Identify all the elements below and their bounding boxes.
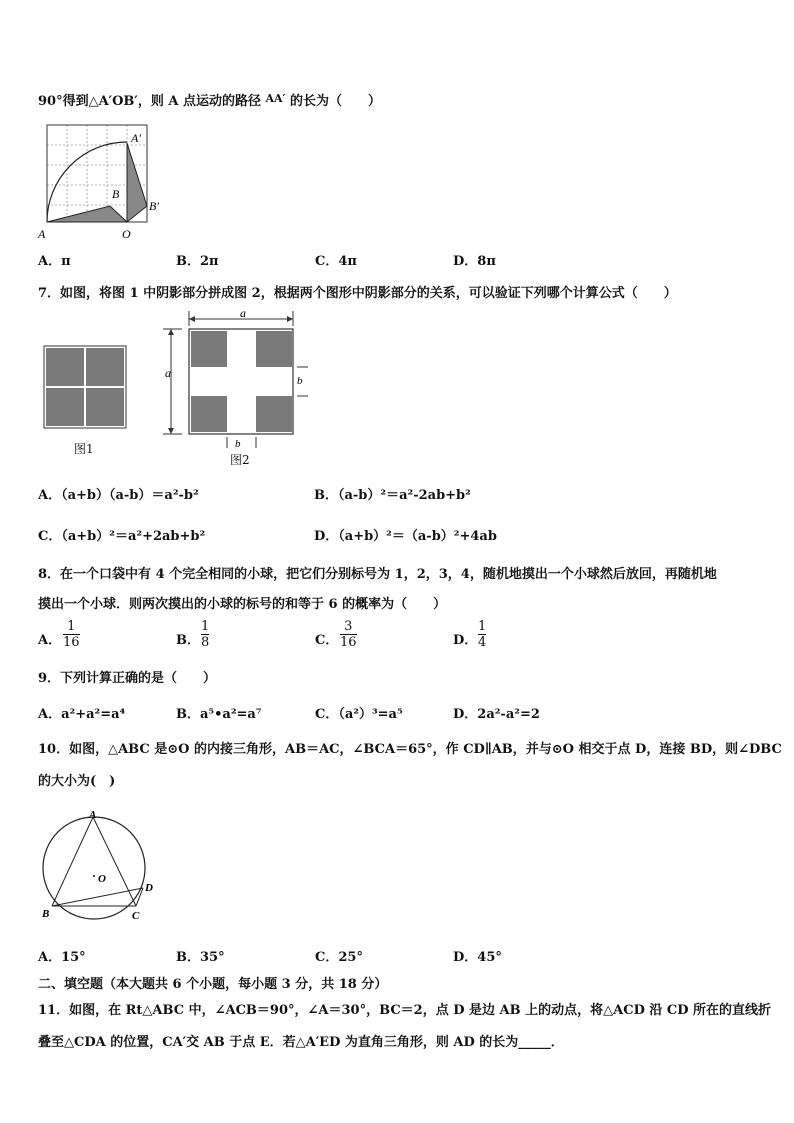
q6-option-c[interactable]: C．4π bbox=[315, 254, 357, 269]
q7-figure-1 bbox=[43, 345, 127, 429]
q10-option-c[interactable]: C．25° bbox=[315, 950, 363, 965]
label-b-right: b bbox=[297, 375, 303, 387]
fig2-caption: 图2 bbox=[230, 453, 250, 467]
q6-option-d[interactable]: D．8π bbox=[453, 254, 496, 269]
q7-stem: 7．如图，将图 1 中阴影部分拼成图 2，根据两个图形中阴影部分的关系，可以验证下列哪个计算公式（ ） bbox=[38, 286, 677, 301]
label-O: O bbox=[98, 873, 106, 885]
label-a-top: a bbox=[240, 308, 246, 320]
q10-option-b[interactable]: B．35° bbox=[176, 950, 225, 965]
q6-figure bbox=[30, 118, 170, 243]
q10-stem-line2: 的大小为( ) bbox=[38, 774, 116, 789]
q6-option-a[interactable]: A．π bbox=[38, 254, 71, 269]
q9-stem: 9．下列计算正确的是（ ） bbox=[38, 671, 217, 686]
q8-fraction-a: 1 16 bbox=[63, 619, 80, 650]
q8-option-b[interactable]: B． bbox=[176, 633, 200, 648]
q8-option-a[interactable]: A． bbox=[38, 633, 62, 648]
arc-notation: AA′ bbox=[265, 92, 286, 105]
label-B-prime: B′ bbox=[149, 199, 159, 213]
q7-option-c[interactable]: C．（a+b）²＝a²+2ab+b² bbox=[38, 529, 206, 544]
fig1-caption: 图1 bbox=[74, 442, 94, 456]
q9-option-d[interactable]: D．2a²-a²=2 bbox=[453, 707, 540, 722]
q6-option-b[interactable]: B．2π bbox=[176, 254, 219, 269]
q9-option-c[interactable]: C．（a²）³=a⁵ bbox=[315, 707, 403, 722]
label-b-bottom: b bbox=[235, 438, 241, 450]
label-C: C bbox=[132, 910, 140, 922]
q7-figure-2 bbox=[160, 308, 310, 450]
q8-fraction-b: 1 8 bbox=[201, 619, 210, 650]
label-D: D bbox=[145, 882, 153, 894]
label-a-left: a bbox=[165, 366, 171, 380]
q8-option-c[interactable]: C． bbox=[315, 633, 339, 648]
q10-stem-line1: 10．如图，△ABC 是⊙O 的内接三角形，AB＝AC，∠BCA＝65°，作 CD∥AB，并与⊙O 相交于点 D，连接 BD，则∠DBC bbox=[38, 742, 782, 757]
q7-option-d[interactable]: D．（a+b）²＝（a-b）²+4ab bbox=[314, 529, 497, 544]
q8-stem-line2: 摸出一个小球．则两次摸出的小球的标号的和等于 6 的概率为（ ） bbox=[38, 597, 447, 612]
label-B: B bbox=[42, 908, 50, 920]
q7-option-b[interactable]: B．（a-b）²＝a²-2ab+b² bbox=[314, 488, 471, 503]
label-O: O bbox=[122, 227, 131, 241]
section-2-heading: 二、填空题（本大题共 6 个小题，每小题 3 分，共 18 分） bbox=[38, 977, 388, 992]
q8-option-d[interactable]: D． bbox=[453, 633, 478, 648]
label-A: A bbox=[89, 809, 97, 821]
q9-option-b[interactable]: B．a⁵•a²=a⁷ bbox=[176, 707, 262, 722]
q10-option-a[interactable]: A．15° bbox=[38, 950, 86, 965]
q11-stem-line2: 叠至△CDA 的位置，CA′交 AB 于点 E．若△A′ED 为直角三角形，则 AD 的长为_____． bbox=[38, 1035, 564, 1050]
q11-stem-line1: 11．如图，在 Rt△ABC 中，∠ACB＝90°，∠A＝30°，BC＝2，点 D 是边 AB 上的动点，将△ACD 沿 CD 所在的直线折 bbox=[38, 1003, 772, 1018]
q10-option-d[interactable]: D．45° bbox=[453, 950, 502, 965]
label-A: A bbox=[38, 227, 46, 241]
label-A-prime: A′ bbox=[131, 131, 141, 145]
label-B: B bbox=[112, 187, 120, 201]
q7-option-a[interactable]: A．（a+b）（a-b）＝a²-b² bbox=[38, 488, 199, 503]
q8-fraction-c: 3 16 bbox=[340, 619, 357, 650]
q6-stem: 90°得到△A′OB′，则 A 点运动的路径 AA′ 的长为（ ） bbox=[38, 92, 382, 109]
q9-option-a[interactable]: A．a²+a²=a⁴ bbox=[38, 707, 126, 722]
q8-stem-line1: 8．在一个口袋中有 4 个完全相同的小球，把它们分别标号为 1，2，3，4，随机地摸出一个小球然后放回，再随机地 bbox=[38, 567, 717, 582]
q8-fraction-d: 1 4 bbox=[478, 619, 487, 650]
q10-figure bbox=[36, 808, 160, 924]
